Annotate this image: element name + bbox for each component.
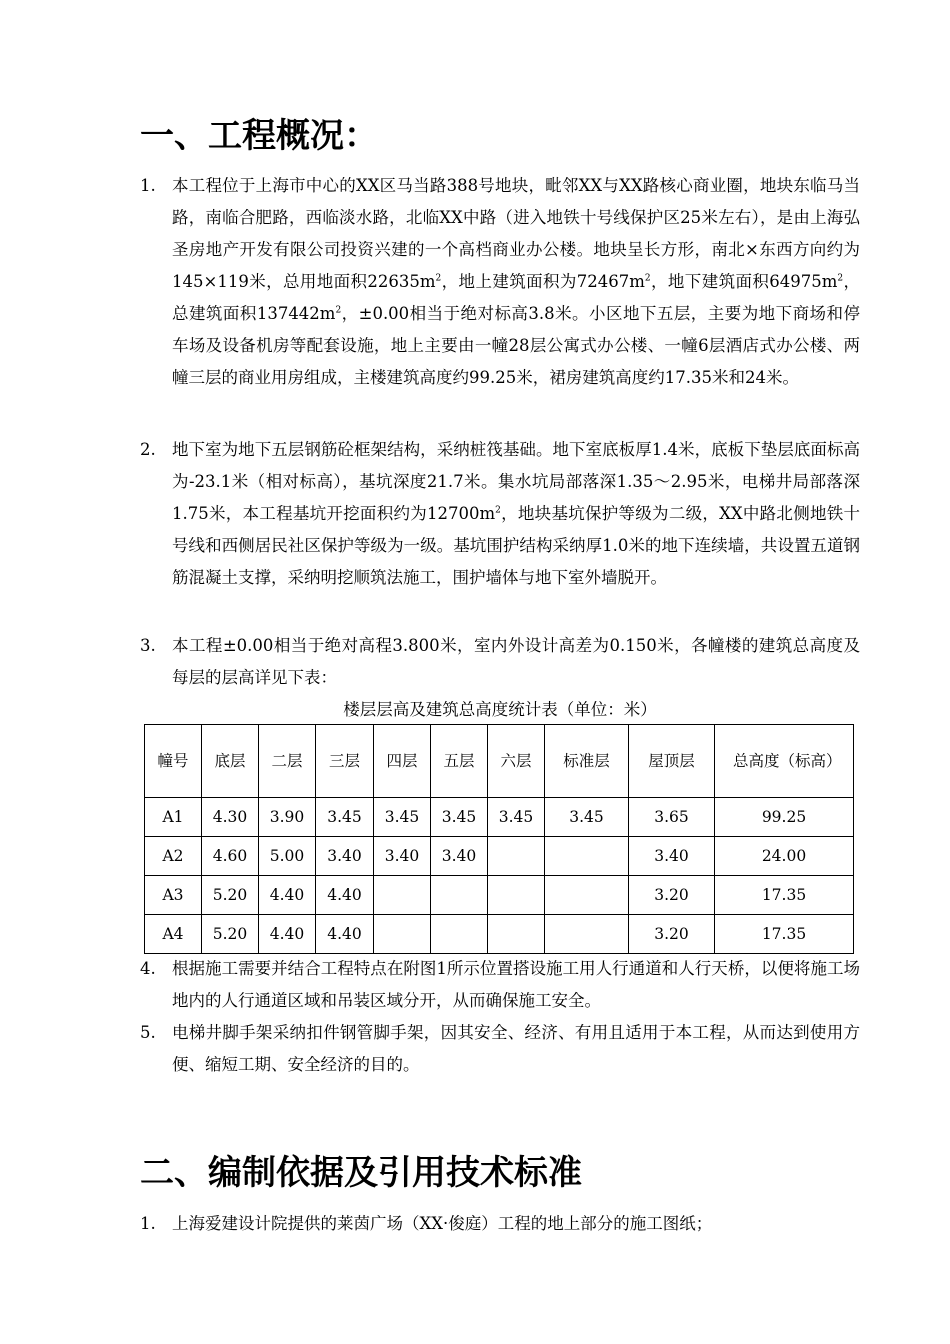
table-cell: 3.45 [431, 798, 488, 837]
list-item-text: 地下室为地下五层钢筋砼框架结构，采纳桩筏基础。地下室底板厚1.4米，底板下垫层底面标高为-23.1米（相对标高），基坑深度21.7米。集水坑局部落深1.35～2.95米，电梯井局部落深1.75米，本工程基坑开挖面积约为$12700m^2$，地块基坑保护等级为二级，XX中路北侧地铁十号线和西侧居民社区保护等级为一级。基坑围护结构采纳厚1.0米的地下连续墙，共设置五道钢筋混凝土支撑，采纳明挖顺筑法施工，围护墙体与地下室外墙脱开。 [172, 440, 861, 587]
list-item-1 [140, 170, 860, 394]
column-header: 四层 [374, 725, 431, 798]
floor-height-table [144, 724, 854, 954]
list-item-4 [140, 953, 860, 1017]
table-cell: 4.40 [259, 915, 316, 954]
list-item-number: 1. [140, 1214, 156, 1233]
table-cell: 24.00 [715, 837, 854, 876]
table-cell: A4 [145, 915, 202, 954]
table-cell: 3.40 [431, 837, 488, 876]
table-cell: 3.20 [629, 876, 715, 915]
table-cell: A3 [145, 876, 202, 915]
table-cell: 3.65 [629, 798, 715, 837]
column-header: 幢号 [145, 725, 202, 798]
table-cell: 3.40 [374, 837, 431, 876]
table-cell [488, 915, 545, 954]
table-row [145, 798, 854, 837]
table-cell: 3.45 [374, 798, 431, 837]
table-cell: 3.45 [316, 798, 374, 837]
section-2-list-item-1 [140, 1208, 860, 1240]
list-item-text: 本工程±0.00相当于绝对高程3.800米，室内外设计高差为0.150米，各幢楼的建筑总高度及每层的层高详见下表： [172, 636, 860, 687]
table-cell: 4.30 [202, 798, 259, 837]
table-cell [431, 915, 488, 954]
list-item-5 [140, 1017, 860, 1081]
table-cell: 5.00 [259, 837, 316, 876]
table-row [145, 837, 854, 876]
list-item-text: 本工程位于上海市中心的XX区马当路388号地块，毗邻XX与XX路核心商业圈，地块东临马当路，南临合肥路，西临淡水路，北临XX中路（进入地铁十号线保护区25米左右），是由上海弘圣房地产开发有限公司投资兴建的一个高档商业办公楼。地块呈长方形，南北×东西方向约为145×119米，总用地面积$22635m^2$，地上建筑面积为$72467m^2$，地下建筑面积$64975m^2$，总建筑面积$137442m^2$，±0.00相当于绝对标高3.8米。小区地下五层，主要为地下商场和停车场及设备机房等配套设施，地上主要由一幢28层公寓式办公楼、一幢6层酒店式办公楼、两幢三层的商业用房组成，主楼建筑高度约99.25米，裙房建筑高度约17.35米和24米。 [172, 176, 860, 387]
table-row [145, 876, 854, 915]
column-header: 总高度（标高） [715, 725, 854, 798]
table-cell: 4.40 [316, 876, 374, 915]
table-cell: 3.45 [488, 798, 545, 837]
table-cell [488, 876, 545, 915]
list-item-number: 4. [140, 959, 156, 978]
column-header: 三层 [316, 725, 374, 798]
list-item-3 [140, 630, 860, 694]
list-item-2 [140, 434, 860, 594]
table-cell [488, 837, 545, 876]
table-cell: 5.20 [202, 915, 259, 954]
column-header: 二层 [259, 725, 316, 798]
table-cell: 4.60 [202, 837, 259, 876]
list-item-number: 3. [140, 636, 156, 655]
table-cell: 3.20 [629, 915, 715, 954]
table-cell [374, 915, 431, 954]
list-item-number: 1. [140, 176, 156, 195]
table-header-row [145, 725, 854, 798]
list-item-text: 根据施工需要并结合工程特点在附图1所示位置搭设施工用人行通道和人行天桥，以便将施工场地内的人行通道区域和吊装区域分开，从而确保施工安全。 [172, 959, 860, 1010]
table-cell: A1 [145, 798, 202, 837]
list-item-number: 5. [140, 1023, 156, 1042]
table-row [145, 915, 854, 954]
table-cell: 17.35 [715, 915, 854, 954]
column-header: 底层 [202, 725, 259, 798]
column-header: 屋顶层 [629, 725, 715, 798]
table-cell: 3.40 [629, 837, 715, 876]
table-caption: 楼层层高及建筑总高度统计表（单位：米） [343, 700, 657, 719]
list-item-number: 2. [140, 440, 156, 459]
table-cell: 4.40 [259, 876, 316, 915]
section-1-heading: 一、工程概况： [140, 116, 378, 156]
table-cell: 4.40 [316, 915, 374, 954]
table-cell: 3.40 [316, 837, 374, 876]
table-cell: 17.35 [715, 876, 854, 915]
list-item-text: 电梯井脚手架采纳扣件钢管脚手架，因其安全、经济、有用且适用于本工程，从而达到使用方便、缩短工期、安全经济的目的。 [172, 1023, 860, 1074]
section-2-heading: 二、编制依据及引用技术标准 [140, 1153, 582, 1193]
table-cell: A2 [145, 837, 202, 876]
table-cell [545, 837, 629, 876]
column-header: 六层 [488, 725, 545, 798]
table-cell [431, 876, 488, 915]
table-cell [545, 915, 629, 954]
table-cell: 99.25 [715, 798, 854, 837]
list-item-text: 上海爱建设计院提供的莱茵广场（XX·俊庭）工程的地上部分的施工图纸； [172, 1214, 713, 1233]
table-cell: 3.45 [545, 798, 629, 837]
table-cell: 3.90 [259, 798, 316, 837]
table-cell [545, 876, 629, 915]
table-cell: 5.20 [202, 876, 259, 915]
column-header: 标准层 [545, 725, 629, 798]
table-cell [374, 876, 431, 915]
column-header: 五层 [431, 725, 488, 798]
